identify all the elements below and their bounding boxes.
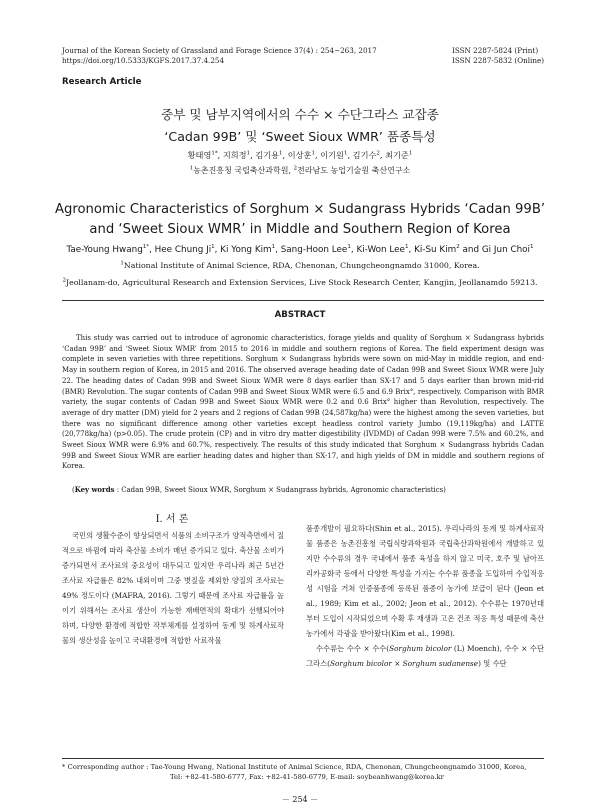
aff-sup: 2 (62, 277, 66, 284)
aff-sup: 2 (293, 165, 298, 172)
doi-link[interactable]: https://doi.org/10.5333/KGFS.2017.37.4.254 (62, 55, 225, 65)
page-number: － 254 － (281, 795, 319, 804)
english-title-line1: Agronomic Characteristics of Sorghum × Sudangrass Hybrids ‘Cadan 99B’ (54, 202, 546, 217)
author-sup: 1 (279, 150, 283, 157)
journal-header (62, 46, 377, 65)
korean-aff1: 농촌진흥청 국립축산과학원, (193, 166, 291, 175)
issn-block (452, 46, 544, 65)
paragraph: 품종개발이 필요하다(Shin et al., 2015). 우리나라의 동계 및 하계사료작물 품종은 농촌진흥청 국립식량과학원과 국립축산과학원에서 개발하고 있지만 수수류의 경우 국내에서 품종 육성을 하지 않고 미국, 호주 및 남아프리카공화국 등에서 다양한 특성을 가지는 수수류 품종을 도입하여 수입적응성 시험을 거쳐 인증품종에 등록된 품종이 농가에 보급이 된다 (Jeon et al., 1989; Kim et al., 2002; Jeon et al., 2012). 수수류는 1970년대부터 도입이 시작되었으며 수확 후 재생과 고온 건조 적응 특성 때문에 축산농가에서 각광을 받아왔다(Kim et al., 1998). (306, 524, 544, 638)
footnote-line1: * Corresponding author : Tae-Young Hwang, National Institute of Animal Science, RDA, Chenonan, Chungcheongnamdo 31000, Korea, (62, 763, 527, 771)
author-sup: 1* (211, 150, 218, 157)
abstract-text: This study was carried out to introduce of agronomic characteristics, forage yields and quality of Sorghum × Sudangrass hybrids ‘Cadan 99B’ and ‘Sweet Sioux WMR’ from 2015 to 2016 in middle and southern regions of Korea. The field experiment design was complete in seven varieties with three repetitions. Sorghum × Sudangrass hybrids were sown on mid-May in middle region, and end-May in southern region of Korea, in 2015 and 2016. The observed average heading date of Cadan 99B and Sweet Sioux WMR were July 22. The heading dates of Cadan 99B and Sweet Sioux WMR were 8 days earlier than SX-17 and 5 days earlier than brown mid-rid (BMR) Revolution. The sugar contents of Cadan 99B and Sweet Sioux WMR were 6.5 and 6.9 Brix°, respectively. Comparison with BMR variety, the sugar contents of Cadan 99B and Sweet Sioux WMR were 0.2 and 0.6 Brix° higher than Revolution, respectively. The average of dry matter (DM) yield for 2 years and 2 regions of Cadan 99B (24,587kg/ha) were the highest among the seven varieties, but there was no significant difference among other varieties except headless control variety Jumbo (19,119kg/ha) and LATTE (20,778kg/ha) (p>0.05). The crude protein (CP) and in vitro dry matter digestibility (IVDMD) of Cadan 99B were 7.5% and 60.2%, and Sweet Sioux WMR were 6.9% and 60.7%, respectively. The results of this study indicated that Sorghum × Sudangrass hybrids Cadan 99B and Sweet Sioux WMR are earlier heading dates and higher than SX-17, and high yields of DM in middle and southern regions of Korea. (62, 334, 544, 471)
author-sup: 1 (271, 244, 276, 251)
right-column (306, 521, 544, 671)
text-run: ) 및 수단 (478, 659, 507, 668)
author: Tae-Young Hwang (66, 245, 143, 255)
article-type: Research Article (62, 77, 142, 87)
korean-affiliations (0, 165, 600, 176)
english-title-line2: and ‘Sweet Sioux WMR’ in Middle and Southern Region of Korea (89, 222, 511, 237)
author: Hee Chung Ji (154, 245, 212, 255)
english-aff1-text: National Institute of Animal Science, RDA, Chenonan, Chungcheongnamdo 31000, Korea. (123, 261, 480, 270)
english-aff2-text: Jeollanam-do, Agricultural Research and Extension Services, Live Stock Research Center, Kangjin, Jeollanamdo 59213. (65, 278, 538, 287)
author: 지희정 (222, 150, 247, 160)
section-title: Ⅰ. 서 론 (155, 514, 189, 525)
author-sup: 1 (311, 150, 315, 157)
english-affiliation-1 (0, 260, 600, 272)
species-name: Sorghum bicolor × Sorghum sudanense (330, 659, 479, 668)
paragraph (306, 641, 544, 671)
korean-title (0, 104, 600, 148)
author: 이기원 (320, 150, 344, 160)
english-title (0, 200, 600, 240)
journal-citation: Journal of the Korean Society of Grassland and Forage Science 37(4) : 254~263, 2017 (62, 46, 377, 55)
author-sup: 1 (404, 244, 409, 251)
author: 황태영 (187, 150, 212, 160)
author-sup: 2 (456, 244, 460, 251)
author-sup: 1 (246, 150, 251, 157)
author: Gi Jun Choi (481, 245, 531, 255)
author: Ki Yong Kim (220, 245, 272, 255)
author: 김기용 (255, 150, 280, 160)
english-authors: Tae-Young Hwang$^{1*}$, Hee Chung Ji$^1$, Ki Yong Kim$^1$, Sang-Hoon Lee$^1$, Ki-Won Lee$^1$, Ki-Su Kim$^2$ and Gi Jun Choi$^1$ (66, 244, 534, 255)
issn-print: ISSN 2287-5824 (Print) (452, 46, 539, 55)
issn-online: ISSN 2287-5832 (Online) (452, 55, 545, 65)
footnote-line2: Tel: +82-41-580-6777, Fax: +82-41-580-6779, E-mail: soybeanhwang@korea.kr (170, 773, 444, 781)
left-column (62, 528, 284, 648)
korean-title-line1: 중부 및 남부지역에서의 수수 × 수단그라스 교잡종 (161, 107, 439, 122)
author: 김기수 (352, 150, 377, 160)
author: Sang-Hoon Lee (280, 245, 348, 255)
footnote (62, 762, 544, 782)
species-name: Sorghum bicolor (389, 644, 452, 653)
aff-sup: 1 (120, 260, 124, 267)
keywords: (Key words : Cadan 99B, Sweet Sioux WMR, Sorghum × Sudangrass hybrids, Agronomic characteristics) (72, 485, 446, 494)
author: 최기준 (385, 150, 409, 160)
paragraph: 국민의 생활수준이 향상되면서 식품의 소비구조가 양적측면에서 질적으로 바뀜에 따라 축산물 소비가 매년 증가되고 있다. 축산물 소비가 증가되면서 조사료의 중요성이 대두되고 있지만 우리나라 최근 5년간 조사료 자급률은 82% 내외이며 그중 볏짚을 제외한 양질의 조사료는 49% 정도이다 (MAFRA, 2016). 그렇기 때문에 조사료 자급률을 높이기 위해서는 조사료 생산이 가능한 재배면적의 확대가 선행되어야 하며, 다양한 환경에 적합한 작부체계를 설정하여 동계 및 하계사료작물의 생산성을 높이고 국내환경에 적합한 사료작물 (62, 531, 284, 645)
abstract-heading: ABSTRACT (274, 310, 326, 320)
author: Ki-Su Kim (414, 245, 457, 255)
author: Ki-Won Lee (356, 245, 405, 255)
text-run: 수수류는 수수 × 수수( (316, 644, 390, 653)
author-sup: 1* (142, 244, 150, 251)
author-sup: 1 (408, 150, 413, 157)
keywords-text: : Cadan 99B, Sweet Sioux WMR, Sorghum × Sudangrass hybrids, Agronomic characteristics) (116, 486, 446, 494)
aff-sup: 1 (189, 165, 194, 172)
author: 이상훈 (287, 150, 312, 160)
author-sup: 1 (343, 150, 348, 157)
author-sup: 2 (376, 150, 380, 157)
korean-aff2: 전라남도 농업기술원 축산연구소 (297, 166, 411, 175)
abstract-top-rule (62, 300, 544, 301)
korean-authors: 황태영$^{1*}$, 지희정$^1$, 김기용$^1$, 이상훈$^1$, 이기원$^1$, 김기수$^2$, 최기준$^1$ (187, 150, 413, 160)
english-affiliation-2 (0, 277, 600, 289)
text-run: (L) Moench), 수수 × 수단그라스( (306, 644, 545, 668)
korean-title-line2: ‘Cadan 99B’ 및 ‘Sweet Sioux WMR’ 품종특성 (164, 129, 436, 144)
footnote-rule (62, 758, 544, 759)
author-sup: 1 (530, 244, 534, 251)
author-sup: 1 (211, 244, 215, 251)
author-sup: 1 (347, 244, 351, 251)
keywords-label: Key words (74, 485, 115, 494)
